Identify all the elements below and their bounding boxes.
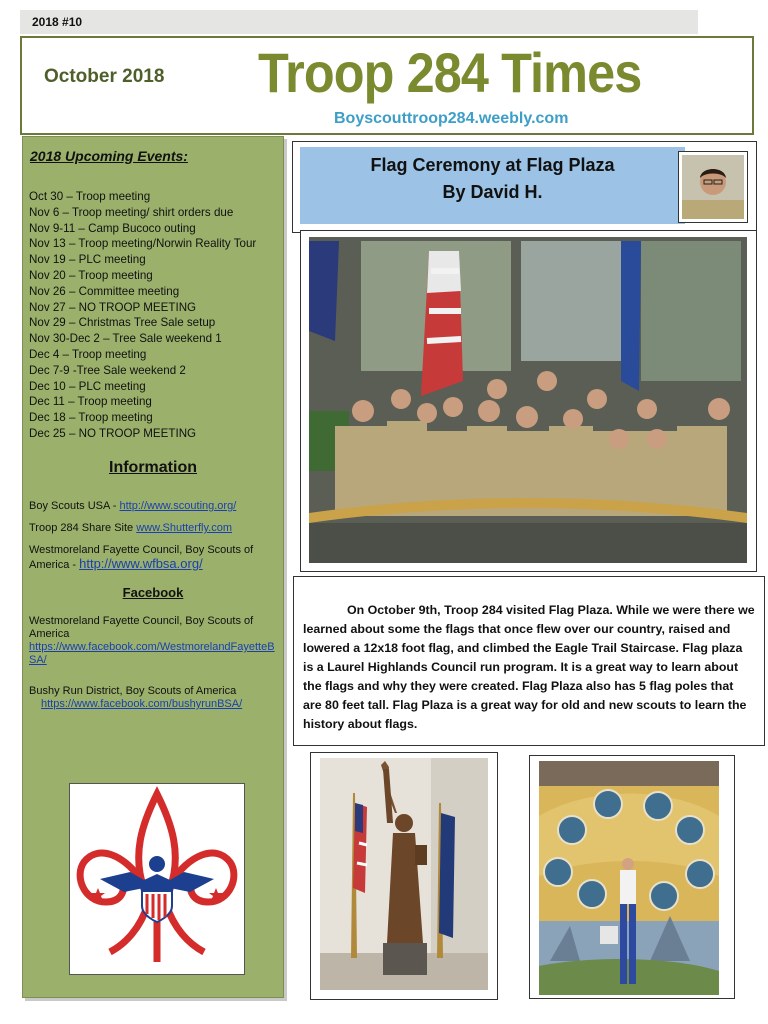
facebook-district-label: Bushy Run District, Boy Scouts of America (29, 685, 237, 697)
event-item: Dec 11 – Troop meeting (29, 395, 152, 409)
headline-panel (300, 147, 685, 224)
facebook-district-link[interactable]: https://www.facebook.com/bushyrunBSA/ (41, 698, 243, 710)
article-headline: Flag Ceremony at Flag Plaza (370, 155, 615, 175)
info-council (29, 543, 279, 572)
event-item: Nov 9-11 – Camp Bucoco outing (29, 221, 196, 235)
website-link[interactable]: Boyscouttroop284.weebly.com (334, 110, 569, 127)
info-label: Troop 284 Share Site (29, 522, 137, 534)
facebook-council (29, 615, 279, 667)
masthead (20, 36, 754, 135)
article-body-box (293, 576, 765, 746)
scouting-link[interactable]: http://www.scouting.org/ (119, 500, 237, 512)
bsa-emblem (69, 783, 245, 975)
facebook-council-label: Westmoreland Fayette Council, Boy Scouts of America (29, 615, 254, 640)
issue-number: 2018 #10 (32, 15, 83, 29)
issue-month: October 2018 (44, 66, 165, 87)
facebook-title: Facebook (122, 585, 184, 600)
event-item: Dec 4 – Troop meeting (29, 347, 147, 361)
events-title: 2018 Upcoming Events: (30, 148, 188, 164)
shutterfly-link[interactable]: www.Shutterfly.com (136, 522, 232, 534)
info-label: Westmoreland Fayette Council, Boy Scouts of America - (29, 544, 254, 571)
event-item: Dec 25 – NO TROOP MEETING (29, 426, 197, 440)
event-item: Dec 10 – PLC meeting (29, 379, 146, 393)
article-header (292, 141, 757, 233)
issue-bar (20, 10, 698, 34)
wfbsa-link[interactable]: http://www.wfbsa.org/ (79, 556, 203, 571)
event-item: Oct 30 – Troop meeting (29, 190, 151, 203)
event-item: Dec 18 – Troop meeting (29, 411, 153, 425)
event-item: Nov 29 – Christmas Tree Sale setup (29, 316, 216, 330)
event-item: Dec 7-9 -Tree Sale weekend 2 (29, 363, 186, 377)
event-item: Nov 13 – Troop meeting/Norwin Reality Tour (29, 237, 257, 251)
article-body: On October 9th, Troop 284 visited Flag Plaza. While we were there we learned about some the flags that once flew over our country, raised and lowered a 12x18 foot flag, and climbed the Eagle Trail Staircase. Flag plaza is a Laurel Highlands Council run program. It is a great way to learn about the flags and why they were created. Flag Plaza also has 5 flag poles that are 80 feet tall. Flag Plaza is a great way for old and new scouts to learn the history about flags. (303, 603, 755, 731)
mural-photo (529, 755, 735, 999)
events-list (29, 189, 256, 442)
event-item: Nov 27 – NO TROOP MEETING (29, 300, 197, 314)
author-photo (678, 151, 748, 223)
information-title: Information (109, 459, 197, 476)
event-item: Nov 26 – Committee meeting (29, 284, 180, 298)
facebook-district (29, 685, 279, 711)
sidebar (22, 136, 284, 998)
statue-of-liberty-photo (310, 752, 498, 1000)
info-share-site (29, 521, 279, 535)
fleur-de-lis-icon (70, 784, 244, 974)
article-byline: By David H. (442, 182, 543, 202)
group-photo (300, 230, 757, 572)
event-item: Nov 19 – PLC meeting (29, 253, 146, 267)
info-scouting (29, 499, 279, 513)
event-item: Nov 6 – Troop meeting/ shirt orders due (29, 205, 234, 219)
newsletter-title: Troop 284 Times (258, 41, 642, 104)
event-item: Nov 30-Dec 2 – Tree Sale weekend 1 (29, 332, 222, 346)
event-item: Nov 20 – Troop meeting (29, 268, 153, 282)
info-label: Boy Scouts USA - (29, 500, 120, 512)
facebook-council-link[interactable]: https://www.facebook.com/WestmorelandFayetteBSA/ (29, 641, 275, 666)
